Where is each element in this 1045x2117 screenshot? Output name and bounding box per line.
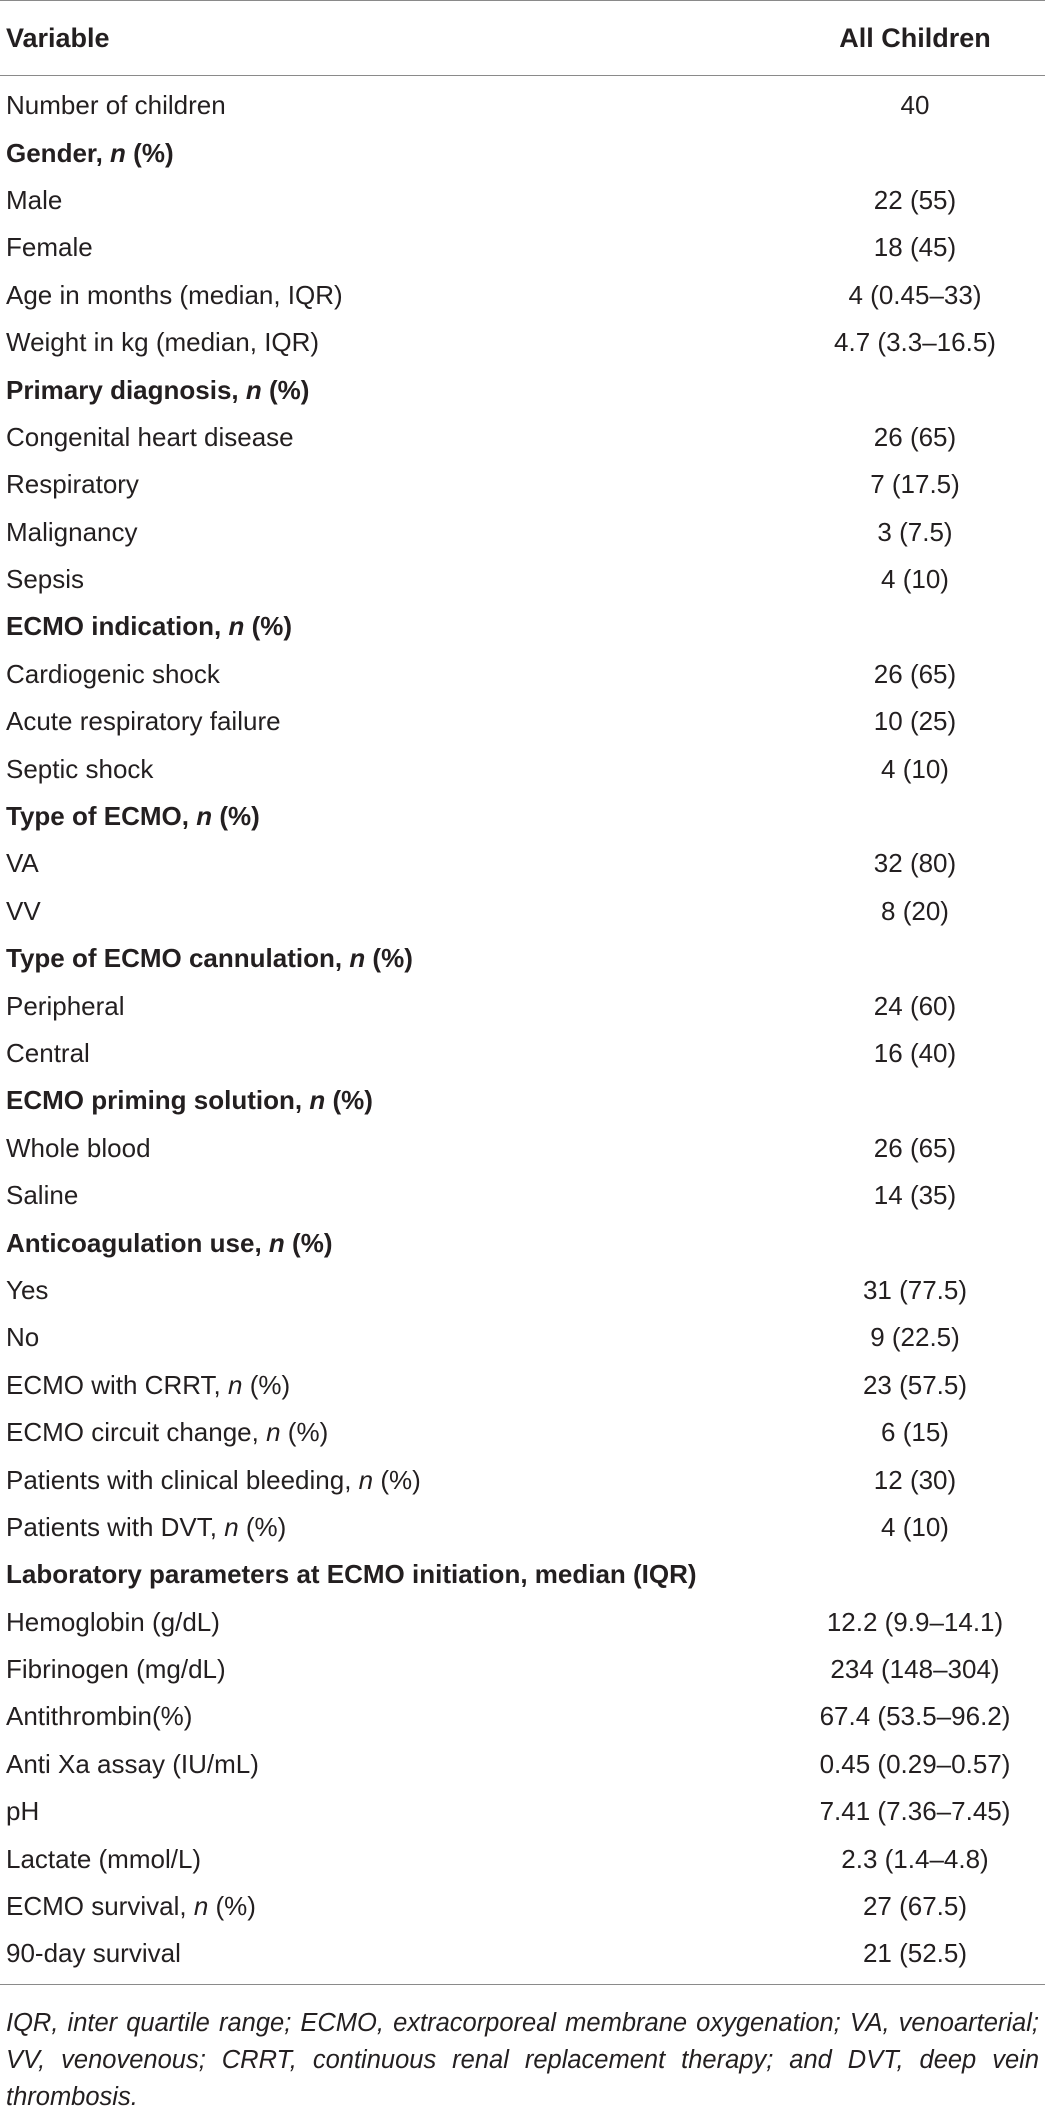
table-row [0, 177, 1045, 224]
row-label-n: n [228, 611, 245, 642]
row-value: 7 (17.5) [870, 469, 960, 500]
row-value [785, 1551, 1045, 1598]
table-row [0, 1788, 1045, 1835]
table-section-row [0, 1551, 1045, 1598]
row-label-n: n [358, 1464, 374, 1495]
row-label [0, 1030, 785, 1077]
row-label [0, 982, 785, 1029]
row-label-text: Laboratory parameters at ECMO initiation, median (IQR) [6, 1559, 697, 1590]
table-row [0, 1409, 1045, 1456]
table-row [0, 319, 1045, 366]
table-section-row [0, 935, 1045, 982]
row-label [0, 1646, 785, 1693]
row-label-text: Patients with clinical bleeding, [6, 1464, 359, 1495]
row-label-text: Hemoglobin (g/dL) [6, 1606, 220, 1637]
row-value [785, 603, 1045, 650]
row-label-suffix: (%) [208, 1891, 256, 1922]
row-label-text: ECMO survival, [6, 1891, 194, 1922]
row-value: 234 (148–304) [830, 1654, 1000, 1685]
row-value: 6 (15) [881, 1417, 949, 1448]
row-label-suffix: (%) [280, 1417, 329, 1448]
table-row [0, 556, 1045, 603]
row-label-n: n [196, 801, 213, 832]
row-label [0, 1741, 785, 1788]
row-value [785, 793, 1045, 840]
row-label [0, 129, 785, 176]
row-value: 4 (10) [881, 753, 949, 784]
row-label [0, 651, 785, 698]
row-label [0, 1693, 785, 1740]
table-row [0, 1267, 1045, 1314]
table-section-row [0, 129, 1045, 176]
table-row [0, 224, 1045, 271]
row-label-suffix: (%) [261, 374, 310, 405]
row-label [0, 1125, 785, 1172]
row-label-text: Anticoagulation use, [6, 1227, 269, 1258]
row-label [0, 556, 785, 603]
table-row [0, 698, 1045, 745]
row-label-text: 90-day survival [6, 1938, 181, 1969]
row-label [0, 1172, 785, 1219]
row-label-text: Type of ECMO cannulation, [6, 943, 350, 974]
row-label [0, 319, 785, 366]
row-value: 40 [900, 90, 930, 121]
row-label-suffix: (%) [212, 801, 260, 832]
row-label-text: Respiratory [6, 469, 139, 500]
row-label-text: Anti Xa assay (IU/mL) [6, 1748, 259, 1779]
row-label-n: n [193, 1891, 209, 1922]
table-header-row [0, 1, 1045, 76]
row-label [0, 509, 785, 556]
table-row [0, 1646, 1045, 1693]
row-label-text: Saline [6, 1180, 79, 1211]
row-label-text: Gender, [6, 137, 111, 168]
row-label-text: Whole blood [6, 1132, 151, 1163]
row-label [0, 935, 785, 982]
row-label-suffix: (%) [244, 611, 293, 642]
row-label [0, 1456, 785, 1503]
table-row [0, 1835, 1045, 1882]
row-label-text: Malignancy [6, 516, 138, 547]
table-row [0, 888, 1045, 935]
row-label-text: Septic shock [6, 753, 154, 784]
row-value: 4 (10) [881, 1511, 949, 1542]
row-label-text: Weight in kg (median, IQR) [6, 327, 320, 358]
row-value: 26 (65) [873, 1132, 957, 1163]
table-row [0, 1456, 1045, 1503]
table-body [0, 76, 1045, 1984]
row-value: 18 (45) [873, 232, 957, 263]
row-label-text: VA [6, 848, 39, 879]
row-value: 67.4 (53.5–96.2) [819, 1701, 1011, 1732]
row-value: 21 (52.5) [862, 1938, 968, 1969]
table-row [0, 1693, 1045, 1740]
row-label-text: Central [6, 1038, 90, 1068]
row-label-text: Primary diagnosis, [6, 374, 246, 405]
row-label [0, 414, 785, 461]
row-label [0, 1788, 785, 1835]
row-label [0, 1219, 785, 1266]
row-label [0, 793, 785, 840]
row-value: 10 (25) [873, 706, 957, 737]
row-label-text: VV [6, 895, 41, 926]
row-label-text: Fibrinogen (mg/dL) [6, 1654, 226, 1685]
row-label [0, 698, 785, 745]
row-label-n: n [268, 1227, 285, 1258]
row-label-n: n [110, 137, 126, 168]
row-label-text: Male [6, 184, 63, 215]
row-label [0, 1314, 785, 1361]
row-label [0, 1883, 785, 1930]
row-label-text: Number of children [6, 90, 226, 121]
row-value: 22 (55) [873, 184, 957, 215]
row-value: 9 (22.5) [870, 1322, 960, 1353]
table-row [0, 76, 1045, 130]
table-row [0, 414, 1045, 461]
row-label [0, 888, 785, 935]
row-label [0, 1077, 785, 1124]
row-label [0, 1551, 785, 1598]
row-value: 31 (77.5) [862, 1274, 968, 1305]
row-value: 0.45 (0.29–0.57) [819, 1748, 1011, 1779]
row-value: 27 (67.5) [862, 1891, 968, 1922]
row-label-n: n [349, 943, 366, 974]
row-label-text: Acute respiratory failure [6, 706, 281, 737]
row-label [0, 1267, 785, 1314]
row-value: 32 (80) [873, 848, 957, 879]
row-label-suffix: (%) [373, 1464, 421, 1495]
row-label [0, 1599, 785, 1646]
row-value: 8 (20) [881, 895, 949, 926]
row-label-text: pH [6, 1796, 40, 1827]
table-row [0, 1741, 1045, 1788]
row-label-suffix: (%) [365, 943, 413, 974]
row-value: 4 (10) [881, 564, 949, 595]
row-value: 3 (7.5) [877, 516, 953, 547]
table-row [0, 982, 1045, 1029]
row-label-n: n [266, 1417, 281, 1448]
row-label [0, 1362, 785, 1409]
row-label [0, 177, 785, 224]
row-label [0, 461, 785, 508]
row-label-text: Peripheral [6, 990, 125, 1021]
row-label-text: ECMO circuit change, [6, 1417, 267, 1448]
row-value [785, 366, 1045, 413]
row-value [785, 129, 1045, 176]
row-label [0, 366, 785, 413]
table-row [0, 1883, 1045, 1930]
row-value: 12 (30) [873, 1464, 957, 1495]
row-value: 7.41 (7.36–7.45) [819, 1796, 1011, 1827]
row-value [785, 1077, 1045, 1124]
row-value: 16 (40) [873, 1038, 957, 1068]
row-value: 2.3 (1.4–4.8) [841, 1843, 989, 1874]
header-variable: Variable [0, 1, 785, 76]
row-value: 26 (65) [873, 658, 957, 689]
row-label-text: Congenital heart disease [6, 421, 294, 452]
table-row [0, 461, 1045, 508]
table-row [0, 1930, 1045, 1983]
row-label-suffix: (%) [325, 1085, 373, 1116]
row-label-text: ECMO indication, [6, 611, 229, 642]
row-label-text: Sepsis [6, 564, 85, 595]
table-row [0, 1314, 1045, 1361]
row-label [0, 1835, 785, 1882]
row-value: 26 (65) [873, 421, 957, 452]
row-value: 4.7 (3.3–16.5) [834, 327, 996, 358]
table-row [0, 745, 1045, 792]
row-value: 4 (0.45–33) [848, 279, 982, 310]
table-footnote: IQR, inter quartile range; ECMO, extracorporeal membrane oxygenation; VA, venoarterial; VV, venovenous; CRRT, continuous renal replacement therapy; and DVT, deep vein thrombosis. [0, 1984, 1045, 2116]
row-label-n: n [224, 1511, 239, 1542]
row-label-text: Patients with DVT, [6, 1511, 225, 1542]
row-value: 23 (57.5) [862, 1369, 968, 1400]
row-label-text: No [6, 1322, 40, 1353]
row-label [0, 1504, 785, 1551]
table-row [0, 272, 1045, 319]
row-label-n: n [245, 374, 262, 405]
row-label-suffix: (%) [242, 1369, 291, 1400]
row-label-suffix: (%) [125, 137, 174, 168]
table-section-row [0, 1077, 1045, 1124]
table-row [0, 509, 1045, 556]
row-label-suffix: (%) [284, 1227, 333, 1258]
row-label-text: Type of ECMO, [6, 801, 197, 832]
row-label-text: Cardiogenic shock [6, 658, 220, 689]
row-value [785, 935, 1045, 982]
row-label [0, 224, 785, 271]
table-row [0, 1172, 1045, 1219]
row-label-n: n [309, 1085, 326, 1116]
table-section-row [0, 793, 1045, 840]
row-value [785, 1219, 1045, 1266]
table-section-row [0, 603, 1045, 650]
row-label [0, 603, 785, 650]
table-row [0, 840, 1045, 887]
row-label-text: Age in months (median, IQR) [6, 279, 343, 310]
header-all-children: All Children [785, 1, 1045, 76]
row-label-text: Female [6, 232, 93, 263]
table-row [0, 651, 1045, 698]
row-label [0, 745, 785, 792]
table-row [0, 1504, 1045, 1551]
table-section-row [0, 366, 1045, 413]
row-label-text: Antithrombin(%) [6, 1701, 193, 1732]
table-row [0, 1362, 1045, 1409]
row-label [0, 1930, 785, 1983]
row-label [0, 272, 785, 319]
table-row [0, 1030, 1045, 1077]
row-label [0, 76, 785, 130]
row-label-text: ECMO priming solution, [6, 1085, 310, 1116]
row-value: 14 (35) [873, 1180, 957, 1211]
row-value: 24 (60) [873, 990, 957, 1021]
table-row [0, 1125, 1045, 1172]
row-label [0, 840, 785, 887]
row-label-n: n [228, 1369, 243, 1400]
row-label [0, 1409, 785, 1456]
table-section-row [0, 1219, 1045, 1266]
row-label-text: ECMO with CRRT, [6, 1369, 228, 1400]
table-row [0, 1599, 1045, 1646]
row-value: 12.2 (9.9–14.1) [826, 1606, 1004, 1637]
row-label-text: Lactate (mmol/L) [6, 1843, 202, 1874]
row-label-suffix: (%) [238, 1511, 287, 1542]
row-label-text: Yes [6, 1274, 49, 1305]
